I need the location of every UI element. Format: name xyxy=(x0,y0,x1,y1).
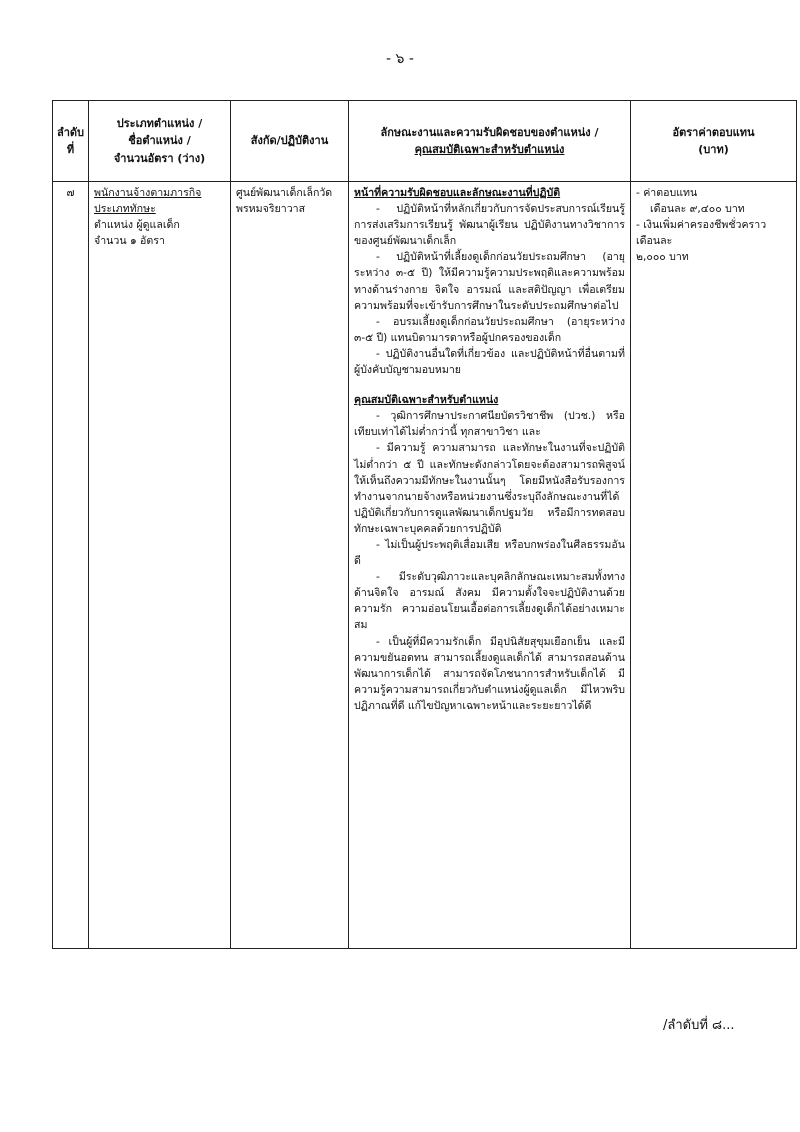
duty-item: - ปฏิบัติหน้าที่หลักเกี่ยวกับการจัดประสบการณ์เรียนรู้ การส่งเสริมการเรียนรู้ พัฒนาผู้เรียน ปฏิบัติงานทางวิชาการของศูนย์พัฒนาเด็กเล็ก xyxy=(354,203,625,248)
header-pay-line: (บาท) xyxy=(698,143,729,156)
header-duty-line: คุณสมบัติเฉพาะสำหรับตำแหน่ง xyxy=(414,143,565,156)
duties-heading: หน้าที่ความรับผิดชอบและลักษณะงานที่ปฏิบัติ xyxy=(354,187,561,199)
pay-line: ๒,๐๐๐ บาท xyxy=(636,251,689,264)
pay-line: - เงินเพิ่มค่าครองชีพชั่วคราว เดือนละ xyxy=(636,219,767,248)
position-name: ตำแหน่ง ผู้ดูแลเด็ก xyxy=(94,219,180,232)
position-table xyxy=(52,100,797,949)
duty-item: - อบรมเลี้ยงดูเด็กก่อนวัยประถมศึกษา (อายุระหว่าง ๓-๕ ปี) แทนบิดามารดาหรือผู้ปกครองของเด็ก xyxy=(354,315,625,344)
duty-cell xyxy=(349,182,631,949)
pay-line: เดือนละ ๙,๔๐๐ บาท xyxy=(650,203,745,216)
header-duty xyxy=(349,101,631,182)
row-number: ๗ xyxy=(53,182,89,949)
qualification-item: - มีระดับวุฒิภาวะและบุคลิกลักษณะเหมาะสมทั้งทางด้านจิตใจ อารมณ์ สังคม มีความตั้งใจจะปฏิบัติงานด้วยความรัก ความอ่อนโยนเอื้อต่อการเลี้ยงดูเด็กได้อย่างเหมาะสม xyxy=(354,571,625,632)
unit-cell: ศูนย์พัฒนาเด็กเล็กวัดพรหมจริยาวาส xyxy=(231,182,349,949)
qualification-item: - ไม่เป็นผู้ประพฤติเสื่อมเสีย หรือบกพร่องในศีลธรรมอันดี xyxy=(354,538,625,568)
qualification-item: - วุฒิการศึกษาประกาศนียบัตรวิชาชีพ (ปวช.) หรือเทียบเท่าได้ไม่ต่ำกว่านี้ ทุกสาขาวิชา และ xyxy=(354,410,625,439)
continuation-note: /ลำดับที่ ๘... xyxy=(663,1018,735,1033)
position-cell xyxy=(89,182,231,949)
header-duty-line: ลักษณะงานและความรับผิดชอบของตำแหน่ง / xyxy=(380,125,599,139)
pay-cell xyxy=(631,182,797,949)
pay-line: - ค่าตอบแทน xyxy=(636,187,698,199)
duty-item: - ปฏิบัติงานอื่นใดที่เกี่ยวข้อง และปฏิบัติหน้าที่อื่นตามที่ผู้บังคับบัญชามอบหมาย xyxy=(354,347,625,377)
table-row xyxy=(53,182,797,949)
qualification-item: - มีความรู้ ความสามารถ และทักษะในงานที่จะปฏิบัติไม่ต่ำกว่า ๕ ปี และทักษะดังกล่าวโดยจะต้องสามารถพิสูจน์ให้เห็นถึงความมีทักษะในงานนั้นๆ โดยมีหนังสือรับรองการทำงานจากนายจ้างหรือหน่วยงานซึ่งระบุถึงลักษณะงานที่ได้ปฏิบัติเกี่ยวกับการดูแลพัฒนาเด็กปฐมวัย หรือมีการทดสอบทักษะเฉพาะบุคคลด้วยการปฏิบัติ xyxy=(354,442,625,535)
header-position-line: ชื่อตำแหน่ง / xyxy=(128,134,191,148)
duty-item: - ปฏิบัติหน้าที่เลี้ยงดูเด็กก่อนวัยประถมศึกษา (อายุระหว่าง ๓-๕ ปี) ให้มีความรู้ความประพฤติและความพร้อมทางด้านร่างกาย จิตใจ อารมณ์ และสติปัญญา เพื่อเตรียมความพร้อมที่จะเข้ารับการศึกษาในระดับประถมศึกษาต่อไป xyxy=(354,251,625,312)
qualification-item: - เป็นผู้ที่มีความรักเด็ก มีอุปนิสัยสุขุมเยือกเย็น และมีความขยันอดทน สามารถเลี้ยงดูแลเด็กได้ สามารถสอนด้านพัฒนาการเด็กได้ สามารถจัดโภชนาการสำหรับเด็กได้ มีความรู้ความสามารถเกี่ยวกับตำแหน่งผู้ดูแลเด็ก มีไหวพริบ ปฏิภาณที่ดี แก้ไขปัญหาเฉพาะหน้าและระยะยาวได้ดี xyxy=(354,635,625,712)
header-no: ลำดับที่ xyxy=(53,101,89,182)
header-position-line: จำนวนอัตรา (ว่าง) xyxy=(113,151,206,165)
header-position xyxy=(89,101,231,182)
page-number: - ๖ - xyxy=(386,51,414,67)
header-position-line: ประเภทตำแหน่ง / xyxy=(116,117,203,131)
header-pay-line: อัตราค่าตอบแทน xyxy=(672,125,755,139)
header-unit: สังกัด/ปฏิบัติงาน xyxy=(231,101,349,182)
header-pay xyxy=(631,101,797,182)
table-header-row xyxy=(53,101,797,182)
position-count: จำนวน ๑ อัตรา xyxy=(94,235,165,248)
qualifications-heading: คุณสมบัติเฉพาะสำหรับตำแหน่ง xyxy=(354,394,499,407)
position-type: พนักงานจ้างตามภารกิจ ประเภททักษะ xyxy=(94,187,202,216)
